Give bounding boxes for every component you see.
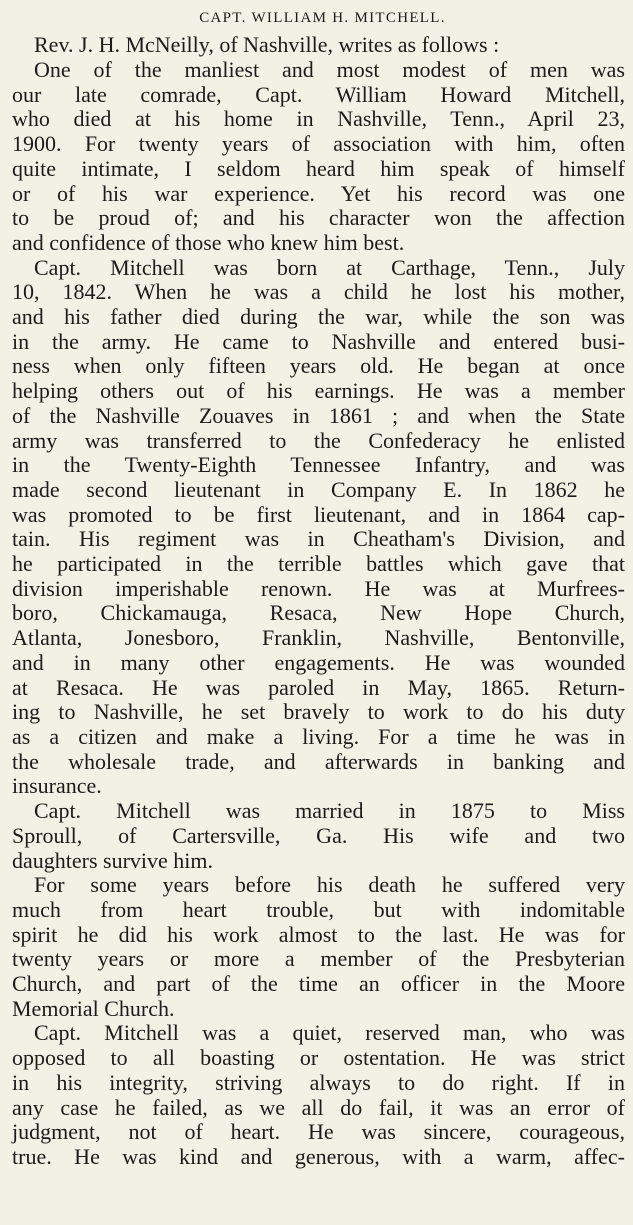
paragraph — [12, 58, 625, 256]
text-line: Sproull, of Cartersville, Ga. His wife and two — [12, 822, 625, 848]
text-line: made second lieutenant in Company E. In 1862 he — [12, 476, 625, 502]
text-line: daughters survive him. — [12, 847, 214, 873]
text-line: 1900. For twenty years of association with him, often — [12, 131, 625, 157]
text-line: For some years before his death he suffered very — [34, 872, 625, 898]
text-line: Church, and part of the time an officer in the Moore — [12, 971, 625, 997]
article-title: CAPT. WILLIAM H. MITCHELL. — [199, 10, 446, 26]
text-line: as a citizen and make a living. For a time he was in — [12, 723, 625, 749]
text-line: insurance. — [12, 773, 102, 799]
text-line: at Resaca. He was paroled in May, 1865. Return- — [12, 674, 625, 700]
text-line: 10, 1842. When he was a child he lost his mother, — [12, 279, 625, 305]
text-line: opposed to all boasting or ostentation. He was strict — [12, 1045, 625, 1071]
text-line: he participated in the terrible battles which gave that — [12, 551, 625, 577]
text-line: in the Twenty-Eighth Tennessee Infantry, and was — [12, 452, 625, 478]
text-line: Atlanta, Jonesboro, Franklin, Nashville, Bentonville, — [12, 625, 625, 651]
text-line: or of his war experience. Yet his record was one — [12, 180, 625, 206]
text-line: and in many other engagements. He was wounded — [12, 649, 625, 675]
text-line: One of the manliest and most modest of men was — [34, 57, 625, 82]
text-line: in his integrity, striving always to do right. If in — [12, 1069, 625, 1095]
text-line: helping others out of his earnings. He was a member — [12, 378, 625, 404]
text-line: Capt. Mitchell was married in 1875 to Miss — [34, 798, 625, 824]
paragraph — [12, 799, 625, 873]
text-line: true. He was kind and generous, with a warm, affec- — [12, 1143, 625, 1169]
text-line: division imperishable renown. He was at Murfrees- — [12, 575, 625, 601]
text-line: in the army. He came to Nashville and entered busi- — [12, 328, 625, 354]
text-line: ing to Nashville, he set bravely to work to do his duty — [12, 699, 625, 725]
paragraph — [12, 873, 625, 1021]
text-line: much from heart trouble, but with indomitable — [12, 896, 625, 922]
text-line: Memorial Church. — [12, 995, 175, 1021]
text-line: who died at his home in Nashville, Tenn., April 23, — [12, 106, 625, 132]
text-line: boro, Chickamauga, Resaca, New Hope Church, — [12, 600, 625, 626]
text-line: and his father died during the war, while the son was — [12, 304, 625, 330]
byline: Rev. J. H. McNeilly, of Nashville, writes as follows : — [34, 32, 500, 57]
text-line: Capt. Mitchell was born at Carthage, Tenn., July — [34, 254, 625, 280]
text-line: any case he failed, as we all do fail, it was an error of — [12, 1094, 625, 1120]
text-line: twenty years or more a member of the Presbyterian — [12, 946, 625, 972]
text-line: and confidence of those who knew him best. — [12, 229, 405, 255]
text-line: spirit he did his work almost to the last. He was for — [12, 921, 625, 947]
article-body — [12, 58, 625, 1170]
text-line: army was transferred to the Confederacy he enlisted — [12, 427, 625, 453]
text-line: Capt. Mitchell was a quiet, reserved man, who was — [34, 1020, 625, 1046]
text-line: our late comrade, Capt. William Howard Mitchell, — [12, 81, 625, 107]
text-line: the wholesale trade, and afterwards in banking and — [12, 748, 625, 774]
text-line: quite intimate, I seldom heard him speak of himself — [12, 155, 625, 181]
text-line: was promoted to be first lieutenant, and in 1864 cap- — [12, 501, 625, 527]
text-line: tain. His regiment was in Cheatham's Division, and — [12, 526, 625, 552]
text-line: to be proud of; and his character won the affection — [12, 205, 625, 231]
paragraph — [12, 256, 625, 799]
text-line: judgment, not of heart. He was sincere, courageous, — [12, 1119, 625, 1145]
paragraph — [12, 1021, 625, 1169]
text-line: of the Nashville Zouaves in 1861 ; and when the State — [12, 402, 625, 428]
text-line: ness when only fifteen years old. He began at once — [12, 353, 625, 379]
